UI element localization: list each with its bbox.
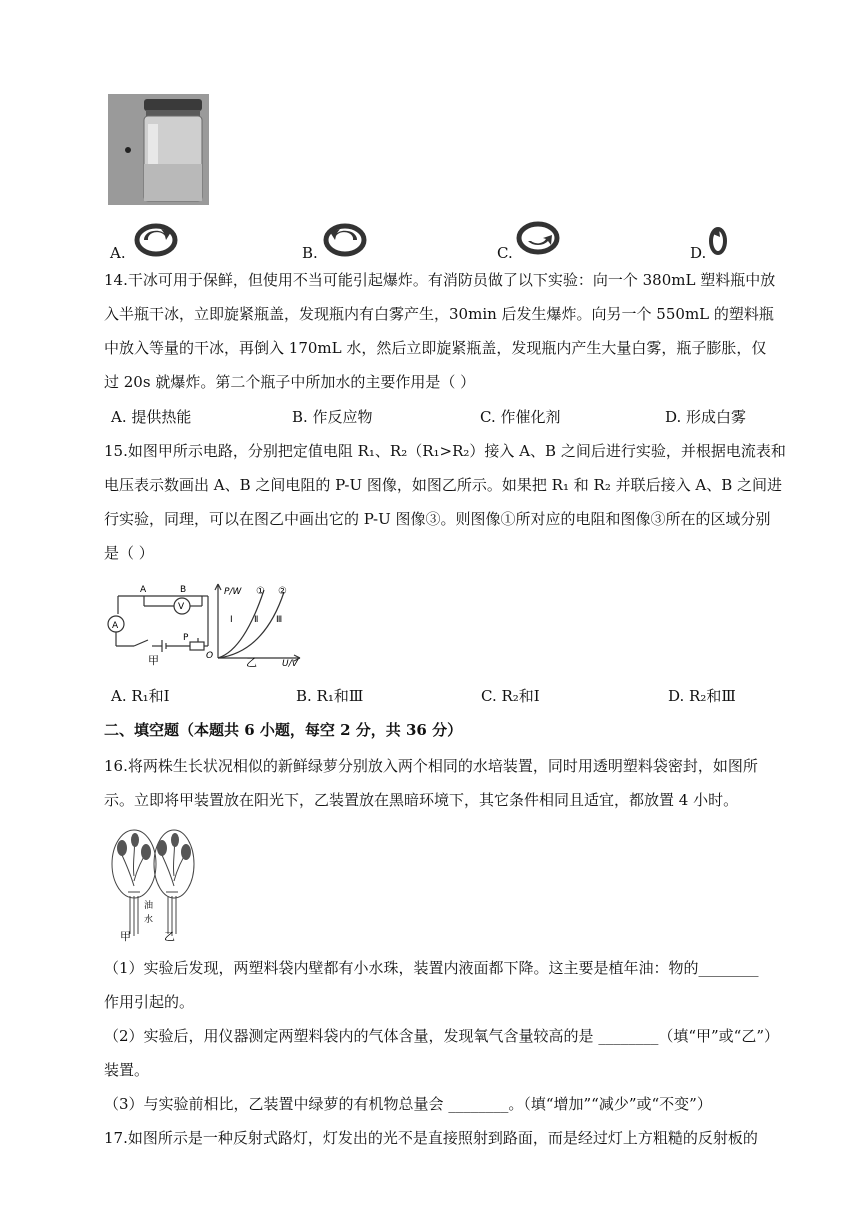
recycle-arrow-icon-a bbox=[134, 223, 178, 257]
q14-option-a[interactable]: A. 提供热能 bbox=[111, 408, 192, 426]
recycle-arrow-icon-d bbox=[707, 226, 729, 256]
q15-label-p: P bbox=[183, 633, 189, 643]
q14-line-2: 入半瓶干冰，立即旋紧瓶盖，发现瓶内有白雾产生，30min 后发生爆炸。向另一个 550mL 的塑料瓶 bbox=[104, 305, 774, 323]
q15-label-ammeter: A bbox=[112, 621, 119, 631]
q16-label-water: 水 bbox=[144, 915, 154, 925]
q16-line-1: 16.将两株生长状况相似的新鲜绿萝分别放入两个相同的水培装置，同时用透明塑料袋密封，如图所 bbox=[104, 757, 758, 775]
q13-option-d-label: D. bbox=[690, 244, 707, 262]
q13-option-c[interactable] bbox=[497, 243, 513, 263]
q16-sub-3: （3）与实验前相比，乙装置中绿萝的有机物总量会 ________。（填“增加”“减少”或“不变”） bbox=[104, 1095, 712, 1113]
q16-sub-2b: 装置。 bbox=[104, 1061, 150, 1079]
q15-option-b[interactable]: B. R₁和Ⅲ bbox=[296, 687, 364, 705]
q14-option-d[interactable]: D. 形成白雾 bbox=[665, 408, 747, 426]
q15-option-a[interactable]: A. R₁和Ⅰ bbox=[111, 687, 170, 705]
q15-option-d[interactable]: D. R₂和Ⅲ bbox=[668, 687, 736, 705]
q16-figure bbox=[108, 826, 196, 942]
q16-label-oil: 油 bbox=[144, 901, 154, 911]
q14-line-4: 过 20s 就爆炸。第二个瓶子中所加水的主要作用是（ ） bbox=[104, 373, 476, 391]
q16-line-2: 示。立即将甲装置放在阳光下，乙装置放在黑暗环境下，其它条件相同且适宜，都放置 4 小时。 bbox=[104, 791, 739, 809]
q13-option-a[interactable] bbox=[110, 243, 126, 263]
q16-label-yi: 乙 bbox=[164, 930, 175, 942]
q16-sub-1b: 作用引起的。 bbox=[104, 993, 195, 1011]
jar-photo bbox=[108, 94, 209, 205]
q15-line-1: 15.如图甲所示电路，分别把定值电阻 R₁、R₂（R₁>R₂）接入 A、B 之间后进行实验，并根据电流表和 bbox=[104, 442, 786, 460]
q13-option-b-label: B. bbox=[302, 244, 318, 262]
q15-label-o: O bbox=[206, 651, 214, 661]
q14-option-c[interactable]: C. 作催化剂 bbox=[480, 408, 561, 426]
q15-line-4: 是（ ） bbox=[104, 544, 154, 562]
q16-sub-2: （2）实验后，用仪器测定两塑料袋内的气体含量，发现氧气含量较高的是 ________（填“甲”或“乙”） bbox=[104, 1027, 779, 1045]
q15-label-a: A bbox=[140, 585, 147, 595]
q14-option-b[interactable]: B. 作反应物 bbox=[292, 408, 373, 426]
q15-label-c2: ② bbox=[278, 586, 287, 597]
q15-line-3: 行实验，同理，可以在图乙中画出它的 P-U 图像③。则图像①所对应的电阻和图像③所在的区域分别 bbox=[104, 510, 771, 528]
q15-label-r3: Ⅲ bbox=[276, 615, 283, 625]
q15-label-r1: Ⅰ bbox=[230, 615, 233, 625]
q15-label-yi: 乙 bbox=[246, 656, 257, 669]
q13-option-b[interactable] bbox=[302, 243, 318, 263]
q15-label-c1: ① bbox=[256, 586, 265, 597]
q15-option-c[interactable]: C. R₂和Ⅰ bbox=[481, 687, 540, 705]
section-heading: 二、填空题（本题共 6 小题，每空 2 分，共 36 分） bbox=[104, 721, 463, 739]
q14-line-1: 14.干冰可用于保鲜，但使用不当可能引起爆炸。有消防员做了以下实验：向一个 380mL 塑料瓶中放 bbox=[104, 271, 776, 289]
q17-line-1: 17.如图所示是一种反射式路灯，灯发出的光不是直接照射到路面，而是经过灯上方粗糙的反射板的 bbox=[104, 1129, 758, 1147]
q13-option-d[interactable] bbox=[690, 243, 706, 263]
q15-label-xaxis: U/V bbox=[282, 659, 298, 669]
q15-label-v: V bbox=[178, 602, 185, 612]
q15-label-r2: Ⅱ bbox=[254, 615, 259, 625]
q15-line-2: 电压表示数画出 A、B 之间电阻的 P-U 图像，如图乙所示。如果把 R₁ 和 R₂ 并联后接入 A、B 之间进 bbox=[104, 476, 782, 494]
q15-label-b: B bbox=[180, 585, 187, 595]
recycle-arrow-icon-b bbox=[323, 223, 367, 257]
q15-label-yaxis: P/W bbox=[224, 587, 242, 597]
q13-option-c-label: C. bbox=[497, 244, 513, 262]
q15-label-jia: 甲 bbox=[148, 654, 159, 667]
recycle-arrow-icon-c bbox=[516, 221, 560, 255]
q14-line-3: 中放入等量的干冰，再倒入 170mL 水，然后立即旋紧瓶盖，发现瓶内产生大量白雾，瓶子膨胀，仅 bbox=[104, 339, 767, 357]
q16-sub-1: （1）实验后发现，两塑料袋内壁都有小水珠，装置内液面都下降。这主要是植年油：物的________ bbox=[104, 959, 759, 977]
q16-label-jia: 甲 bbox=[120, 930, 131, 942]
q15-figure bbox=[104, 578, 304, 670]
q13-option-a-label: A. bbox=[110, 244, 126, 262]
